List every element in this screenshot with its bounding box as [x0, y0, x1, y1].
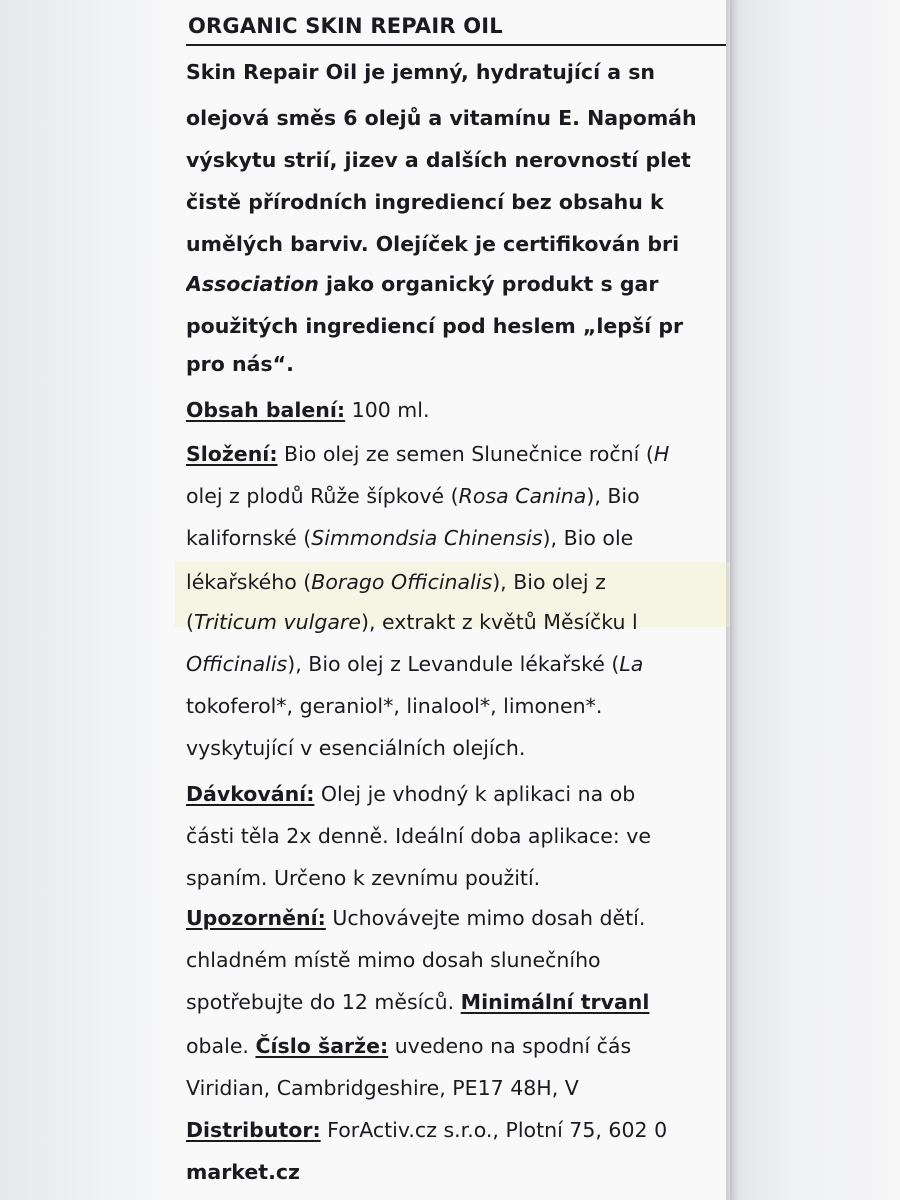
description-line-6-rest: jako organický produkt s gar [318, 272, 659, 296]
warning-text: Uchovávejte mimo dosah dětí. [325, 906, 646, 930]
title-underline [186, 44, 726, 46]
ingredients-text: ), Bio olej z Levandule lékařské ( [287, 652, 620, 676]
ingredients-line-2 [186, 482, 726, 512]
description-line-8: pro nás“. [186, 352, 294, 376]
dosage-line-2: části těla 2x denně. Ideální doba aplikace: ve [186, 824, 652, 848]
background-right [730, 0, 900, 1200]
description-line-2: olejová směs 6 olejů a vitamínu E. Napomáh [186, 106, 697, 130]
ingredients-italic: La [619, 652, 644, 676]
ingredients-line-3 [186, 524, 726, 554]
ingredients-text: ), Bio ole [542, 526, 634, 550]
ingredients-text: ( [186, 610, 194, 634]
dosage-line-3: spaním. Určeno k zevnímu použití. [186, 866, 541, 890]
ingredients-italic: Officinalis [186, 652, 288, 676]
package-content-label: Obsah balení: [186, 398, 346, 422]
ingredients-line-8: vyskytující v esenciálních olejích. [186, 736, 526, 760]
description-line-4: čistě přírodních ingrediencí bez obsahu k [186, 190, 664, 214]
dosage-label: Dávkování: [186, 782, 315, 806]
package-content-value: 100 ml. [345, 398, 430, 422]
expiry-label: Minimální trvanl [460, 990, 650, 1014]
ingredients-text: ), Bio [586, 484, 640, 508]
description-line-7: použitých ingrediencí pod heslem „lepší pr [186, 314, 684, 338]
ingredients-line-4 [186, 568, 726, 598]
ingredients-text: ), extrakt z květů Měsíčku l [360, 610, 638, 634]
ingredients-italic: Rosa Canina [458, 484, 587, 508]
ingredients-line-7: tokoferol*, geraniol*, linalool*, limonen*. [186, 694, 603, 718]
warning-line-4 [186, 1032, 726, 1062]
batch-label: Číslo šarže: [255, 1034, 389, 1058]
package-content [186, 396, 726, 426]
ingredients-italic: Borago Officinalis [311, 570, 493, 594]
description-line-5: umělých barviv. Olejíček je certifikován bri [186, 232, 680, 256]
warning-text: uvedeno na spodní čás [388, 1034, 632, 1058]
distributor-line-2: market.cz [186, 1160, 300, 1184]
background-left [0, 0, 175, 1200]
ingredients-italic: Simmondsia Chinensis [311, 526, 543, 550]
product-title: ORGANIC SKIN REPAIR OIL [188, 14, 503, 38]
description-line-1: Skin Repair Oil je jemný, hydratující a sn [186, 60, 655, 84]
warning-line-1 [186, 904, 726, 934]
ingredients-line-1 [186, 440, 726, 470]
warning-text: obale. [186, 1034, 256, 1058]
ingredients-text: lékařského ( [186, 570, 312, 594]
warning-line-3 [186, 988, 726, 1018]
ingredients-text: Bio olej ze semen Slunečnice roční ( [277, 442, 654, 466]
ingredients-text: olej z plodů Růže šípkové ( [186, 484, 459, 508]
distributor-label: Distributor: [186, 1118, 321, 1142]
distributor-line-1 [186, 1116, 726, 1146]
description-line-6 [186, 270, 726, 300]
ingredients-text: kalifornské ( [186, 526, 312, 550]
manufacturer-line: Viridian, Cambridgeshire, PE17 48H, V [186, 1076, 579, 1100]
warning-text: spotřebujte do 12 měsíců. [186, 990, 461, 1014]
ingredients-line-5 [186, 608, 726, 638]
ingredients-label: Složení: [186, 442, 278, 466]
ingredients-italic: Triticum vulgare [194, 610, 361, 634]
ingredients-line-6 [186, 650, 726, 680]
dosage-line-1 [186, 780, 726, 810]
warning-line-2: chladném místě mimo dosah slunečního [186, 948, 601, 972]
ingredients-italic: H [653, 442, 670, 466]
dosage-text: Olej je vhodný k aplikaci na ob [314, 782, 636, 806]
distributor-text: ForActiv.cz s.r.o., Plotní 75, 602 0 [320, 1118, 668, 1142]
description-line-3: výskytu strií, jizev a dalších nerovností plet [186, 148, 691, 172]
ingredients-text: ), Bio olej z [492, 570, 606, 594]
warning-label: Upozornění: [186, 906, 326, 930]
association-word: Association [186, 272, 319, 296]
